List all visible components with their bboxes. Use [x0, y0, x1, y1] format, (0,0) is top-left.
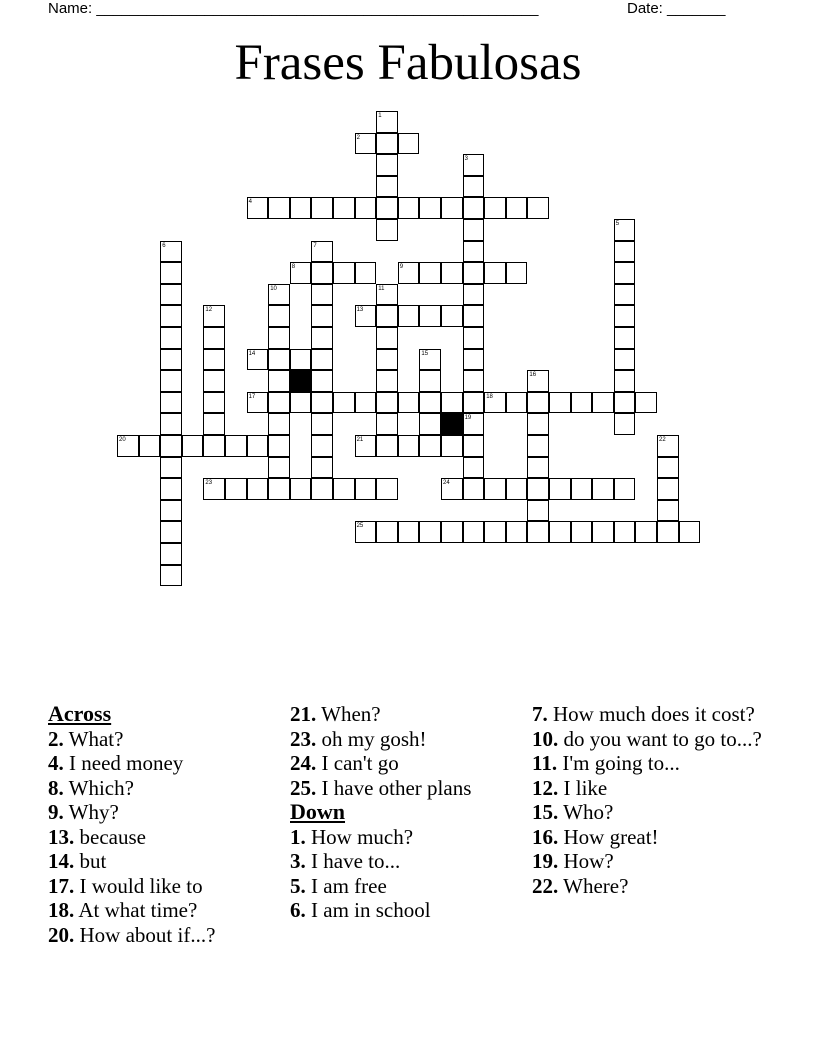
- clue-number-label: 21.: [290, 702, 317, 726]
- grid-cell[interactable]: [463, 370, 485, 392]
- clues-column-1: [48, 702, 278, 947]
- clue-number: 5: [615, 221, 620, 227]
- grid-cell[interactable]: [614, 392, 636, 414]
- grid-cell[interactable]: [139, 435, 161, 457]
- grid-cell[interactable]: [679, 521, 701, 543]
- clue-item: [48, 898, 278, 923]
- clue-text: Who?: [558, 800, 614, 824]
- grid-cell[interactable]: [311, 327, 333, 349]
- grid-cell[interactable]: [290, 392, 312, 414]
- grid-cell[interactable]: [463, 478, 485, 500]
- grid-block: [290, 370, 312, 392]
- grid-cell[interactable]: [657, 521, 679, 543]
- grid-cell[interactable]: [268, 457, 290, 479]
- grid-cell[interactable]: [203, 413, 225, 435]
- grid-cell[interactable]: [311, 413, 333, 435]
- grid-cell[interactable]: [571, 478, 593, 500]
- clue-number-label: 13.: [48, 824, 75, 849]
- grid-cell[interactable]: [355, 197, 377, 219]
- clue-item: [290, 702, 520, 727]
- clue-text: because: [74, 824, 146, 849]
- grid-cell[interactable]: [463, 176, 485, 198]
- clue-number-label: 2.: [48, 726, 64, 751]
- down-heading: Down: [290, 799, 346, 824]
- grid-cell[interactable]: [268, 197, 290, 219]
- clue-text: but: [74, 849, 107, 873]
- clue-number-label: 23.: [290, 726, 317, 751]
- clue-text: I am in school: [305, 898, 431, 922]
- clue-number-label: 3.: [290, 849, 306, 873]
- grid-cell[interactable]: [376, 133, 398, 155]
- grid-cell[interactable]: [398, 392, 420, 414]
- grid-cell[interactable]: [203, 327, 225, 349]
- grid-cell[interactable]: [419, 197, 441, 219]
- grid-cell[interactable]: [311, 197, 333, 219]
- grid-cell[interactable]: [484, 521, 506, 543]
- grid-cell[interactable]: [527, 521, 549, 543]
- grid-cell[interactable]: [614, 284, 636, 306]
- grid-cell[interactable]: [160, 543, 182, 565]
- grid-cell[interactable]: [463, 284, 485, 306]
- grid-cell[interactable]: [311, 349, 333, 371]
- grid-block: [441, 413, 463, 435]
- clue-text: Where?: [558, 873, 629, 898]
- grid-cell[interactable]: [376, 413, 398, 435]
- grid-cell[interactable]: [635, 521, 657, 543]
- grid-cell[interactable]: [225, 478, 247, 500]
- grid-cell[interactable]: [398, 521, 420, 543]
- grid-cell[interactable]: [463, 349, 485, 371]
- clue-item: [290, 727, 520, 752]
- clue-number: 7: [313, 242, 317, 249]
- grid-cell[interactable]: [463, 521, 485, 543]
- grid-cell[interactable]: [463, 457, 485, 479]
- grid-cell[interactable]: [635, 392, 657, 414]
- clue-text: How much does it cost?: [547, 702, 755, 726]
- grid-cell[interactable]: [441, 435, 463, 457]
- clue-item: [532, 874, 762, 899]
- clue-number-label: 20.: [48, 922, 75, 947]
- clue-number-label: 10.: [532, 726, 559, 751]
- grid-cell[interactable]: [160, 500, 182, 522]
- grid-cell[interactable]: [311, 370, 333, 392]
- clue-number: 2: [356, 134, 360, 141]
- grid-cell[interactable]: [203, 392, 225, 414]
- clue-text: I have other plans: [316, 775, 472, 800]
- grid-cell[interactable]: [657, 478, 679, 500]
- grid-cell[interactable]: [441, 197, 463, 219]
- grid-cell[interactable]: [268, 478, 290, 500]
- grid-cell[interactable]: [268, 305, 290, 327]
- grid-cell[interactable]: [441, 521, 463, 543]
- clue-number-label: 12.: [532, 775, 559, 800]
- grid-cell[interactable]: [657, 457, 679, 479]
- clue-number: 23: [205, 480, 213, 487]
- clue-number-label: 18.: [48, 898, 75, 922]
- grid-cell[interactable]: [268, 392, 290, 414]
- page-title: Frases Fabulosas: [234, 35, 582, 91]
- grid-cell[interactable]: [398, 435, 420, 457]
- clue-number: 20: [119, 437, 126, 443]
- clue-item: [290, 898, 520, 923]
- clue-item: [48, 923, 278, 948]
- grid-cell[interactable]: [333, 262, 355, 284]
- name-field-label: Name: _____________________________________________________: [48, 0, 539, 17]
- clue-text: I have to...: [305, 849, 401, 873]
- grid-cell[interactable]: [268, 349, 290, 371]
- grid-cell[interactable]: [463, 327, 485, 349]
- grid-cell[interactable]: [398, 305, 420, 327]
- grid-cell[interactable]: [376, 197, 398, 219]
- grid-cell[interactable]: [614, 241, 636, 263]
- grid-cell[interactable]: [614, 327, 636, 349]
- clue-text: I can't go: [316, 751, 399, 775]
- grid-cell[interactable]: [160, 435, 182, 457]
- clue-text: At what time?: [74, 898, 198, 922]
- clue-item: [48, 751, 278, 776]
- grid-cell[interactable]: [376, 435, 398, 457]
- grid-cell[interactable]: [592, 521, 614, 543]
- clue-number: 22: [659, 437, 666, 443]
- clue-item: [532, 751, 762, 776]
- clue-text: Which?: [63, 775, 134, 800]
- grid-cell[interactable]: [657, 500, 679, 522]
- clue-item: [48, 727, 278, 752]
- grid-cell[interactable]: [571, 392, 593, 414]
- grid-cell[interactable]: [355, 478, 377, 500]
- clue-text: oh my gosh!: [316, 726, 427, 751]
- grid-cell[interactable]: [290, 478, 312, 500]
- grid-cell[interactable]: [376, 305, 398, 327]
- grid-cell[interactable]: [614, 521, 636, 543]
- clue-item: [48, 874, 278, 899]
- clue-number: 25: [356, 523, 364, 530]
- clue-item: [532, 702, 762, 727]
- clue-text: When?: [316, 702, 381, 726]
- grid-cell[interactable]: [527, 500, 549, 522]
- clue-number-label: 19.: [532, 849, 559, 873]
- clue-item: [290, 849, 520, 874]
- grid-cell[interactable]: [614, 305, 636, 327]
- grid-cell[interactable]: [484, 197, 506, 219]
- grid-cell[interactable]: [203, 370, 225, 392]
- grid-cell[interactable]: [376, 478, 398, 500]
- grid-cell[interactable]: [160, 349, 182, 371]
- grid-cell[interactable]: [376, 327, 398, 349]
- clue-number: 21: [356, 437, 364, 443]
- clue-number: 15: [421, 350, 429, 357]
- clue-number-label: 1.: [290, 824, 306, 849]
- clue-item: [532, 776, 762, 801]
- grid-cell[interactable]: [463, 241, 485, 263]
- clue-text: do you want to go to...?: [558, 726, 762, 751]
- clue-item: [290, 751, 520, 776]
- grid-cell[interactable]: [376, 392, 398, 414]
- grid-cell[interactable]: [419, 370, 441, 392]
- grid-cell[interactable]: [311, 284, 333, 306]
- grid-cell[interactable]: [160, 413, 182, 435]
- clue-item: [532, 800, 762, 825]
- grid-cell[interactable]: [506, 392, 528, 414]
- grid-cell[interactable]: [311, 262, 333, 284]
- grid-cell[interactable]: [463, 435, 485, 457]
- clue-number: 9: [399, 264, 404, 271]
- clue-number: 11: [378, 285, 385, 292]
- grid-cell[interactable]: [311, 305, 333, 327]
- grid-cell[interactable]: [398, 133, 420, 155]
- grid-cell[interactable]: [268, 327, 290, 349]
- grid-cell[interactable]: [376, 521, 398, 543]
- grid-cell[interactable]: [549, 392, 571, 414]
- date-field-label: Date: _______: [627, 0, 726, 17]
- clue-item: [290, 825, 520, 850]
- grid-cell[interactable]: [376, 349, 398, 371]
- across-heading: Across: [48, 701, 112, 726]
- grid-cell[interactable]: [506, 197, 528, 219]
- clue-item: [532, 825, 762, 850]
- grid-cell[interactable]: [614, 262, 636, 284]
- grid-cell[interactable]: [614, 349, 636, 371]
- clue-text: I am free: [305, 873, 387, 898]
- clue-number-label: 24.: [290, 751, 317, 775]
- clue-number: 1: [378, 113, 382, 119]
- grid-cell[interactable]: [614, 370, 636, 392]
- grid-cell[interactable]: [484, 262, 506, 284]
- clue-number: 24: [443, 480, 450, 487]
- grid-cell[interactable]: [247, 478, 269, 500]
- clue-item: [290, 874, 520, 899]
- clue-text: I like: [558, 775, 608, 800]
- grid-cell[interactable]: [333, 197, 355, 219]
- grid-cell[interactable]: [527, 435, 549, 457]
- grid-cell[interactable]: [376, 370, 398, 392]
- grid-cell[interactable]: [506, 521, 528, 543]
- clue-number: 3: [464, 156, 468, 163]
- grid-cell[interactable]: [614, 478, 636, 500]
- clue-number: 16: [529, 372, 537, 379]
- grid-cell[interactable]: [268, 370, 290, 392]
- grid-cell[interactable]: [225, 435, 247, 457]
- grid-cell[interactable]: [160, 392, 182, 414]
- grid-cell[interactable]: [376, 154, 398, 176]
- grid-cell[interactable]: [376, 219, 398, 241]
- clue-item: [532, 849, 762, 874]
- clue-number-label: 5.: [290, 873, 306, 898]
- clue-number-label: 16.: [532, 824, 559, 849]
- grid-cell[interactable]: [160, 327, 182, 349]
- grid-cell[interactable]: [527, 392, 549, 414]
- grid-cell[interactable]: [419, 305, 441, 327]
- grid-cell[interactable]: [527, 478, 549, 500]
- grid-cell[interactable]: [463, 197, 485, 219]
- grid-cell[interactable]: [549, 478, 571, 500]
- grid-cell[interactable]: [333, 392, 355, 414]
- grid-cell[interactable]: [268, 435, 290, 457]
- grid-cell[interactable]: [398, 197, 420, 219]
- clue-number: 19: [464, 415, 472, 422]
- clue-number: 4: [248, 199, 252, 206]
- clue-text: How?: [558, 849, 614, 873]
- clue-text: Why?: [63, 800, 119, 824]
- clue-number-label: 9.: [48, 800, 64, 824]
- grid-cell[interactable]: [290, 197, 312, 219]
- grid-cell[interactable]: [160, 521, 182, 543]
- grid-cell[interactable]: [160, 262, 182, 284]
- clue-text: How great!: [558, 824, 659, 849]
- clue-number-label: 8.: [48, 775, 64, 800]
- grid-cell[interactable]: [592, 392, 614, 414]
- clue-number-label: 6.: [290, 898, 306, 922]
- grid-cell[interactable]: [290, 349, 312, 371]
- grid-cell[interactable]: [441, 392, 463, 414]
- grid-cell[interactable]: [355, 392, 377, 414]
- clue-text: What?: [63, 726, 124, 751]
- clue-number: 17: [248, 393, 256, 400]
- grid-cell[interactable]: [484, 478, 506, 500]
- clue-number: 18: [486, 393, 493, 400]
- clue-number: 12: [205, 307, 213, 314]
- clue-number-label: 7.: [532, 702, 548, 726]
- grid-cell[interactable]: [419, 392, 441, 414]
- grid-cell[interactable]: [549, 521, 571, 543]
- clue-item: [48, 825, 278, 850]
- clue-number: 13: [356, 307, 364, 314]
- clue-number-label: 14.: [48, 849, 75, 873]
- grid-cell[interactable]: [419, 521, 441, 543]
- grid-cell[interactable]: [527, 457, 549, 479]
- clue-number: 10: [270, 285, 277, 292]
- grid-cell[interactable]: [160, 457, 182, 479]
- grid-cell[interactable]: [419, 435, 441, 457]
- grid-cell[interactable]: [160, 565, 182, 587]
- grid-cell[interactable]: [203, 349, 225, 371]
- clue-number: 6: [162, 242, 166, 249]
- grid-cell[interactable]: [160, 478, 182, 500]
- grid-cell[interactable]: [182, 435, 204, 457]
- grid-cell[interactable]: [441, 262, 463, 284]
- grid-cell[interactable]: [333, 478, 355, 500]
- clue-number-label: 25.: [290, 775, 317, 800]
- clues-column-2: [290, 702, 520, 923]
- grid-cell[interactable]: [527, 197, 549, 219]
- clues-column-3: [532, 702, 762, 898]
- grid-cell[interactable]: [463, 392, 485, 414]
- grid-cell[interactable]: [355, 262, 377, 284]
- clue-item: [48, 849, 278, 874]
- clue-number-label: 22.: [532, 873, 559, 898]
- grid-cell[interactable]: [463, 262, 485, 284]
- clue-item: [532, 727, 762, 752]
- clue-number: 8: [291, 264, 296, 271]
- grid-cell[interactable]: [527, 413, 549, 435]
- grid-cell[interactable]: [203, 435, 225, 457]
- grid-cell[interactable]: [506, 262, 528, 284]
- clue-item: [290, 776, 520, 801]
- clue-text: How much?: [305, 824, 414, 849]
- grid-cell[interactable]: [160, 284, 182, 306]
- grid-cell[interactable]: [247, 435, 269, 457]
- grid-cell[interactable]: [571, 521, 593, 543]
- grid-cell[interactable]: [311, 457, 333, 479]
- grid-cell[interactable]: [311, 478, 333, 500]
- clue-text: I need money: [63, 751, 184, 775]
- grid-cell[interactable]: [614, 413, 636, 435]
- clue-item: [48, 776, 278, 801]
- clue-number-label: 4.: [48, 751, 64, 775]
- grid-cell[interactable]: [419, 413, 441, 435]
- grid-cell[interactable]: [506, 478, 528, 500]
- grid-cell[interactable]: [592, 478, 614, 500]
- grid-cell[interactable]: [463, 219, 485, 241]
- grid-cell[interactable]: [311, 435, 333, 457]
- grid-cell[interactable]: [268, 413, 290, 435]
- grid-cell[interactable]: [441, 305, 463, 327]
- grid-cell[interactable]: [311, 392, 333, 414]
- clue-number-label: 17.: [48, 873, 75, 898]
- grid-cell[interactable]: [463, 305, 485, 327]
- clue-item: [48, 800, 278, 825]
- grid-cell[interactable]: [160, 370, 182, 392]
- clue-text: I'm going to...: [557, 751, 680, 775]
- clue-number-label: 11.: [532, 751, 558, 775]
- clue-text: I would like to: [74, 873, 203, 898]
- clue-text: How about if...?: [74, 922, 216, 947]
- clue-number: 14: [248, 350, 256, 357]
- grid-cell[interactable]: [376, 176, 398, 198]
- grid-cell[interactable]: [419, 262, 441, 284]
- grid-cell[interactable]: [160, 305, 182, 327]
- clue-number-label: 15.: [532, 800, 559, 824]
